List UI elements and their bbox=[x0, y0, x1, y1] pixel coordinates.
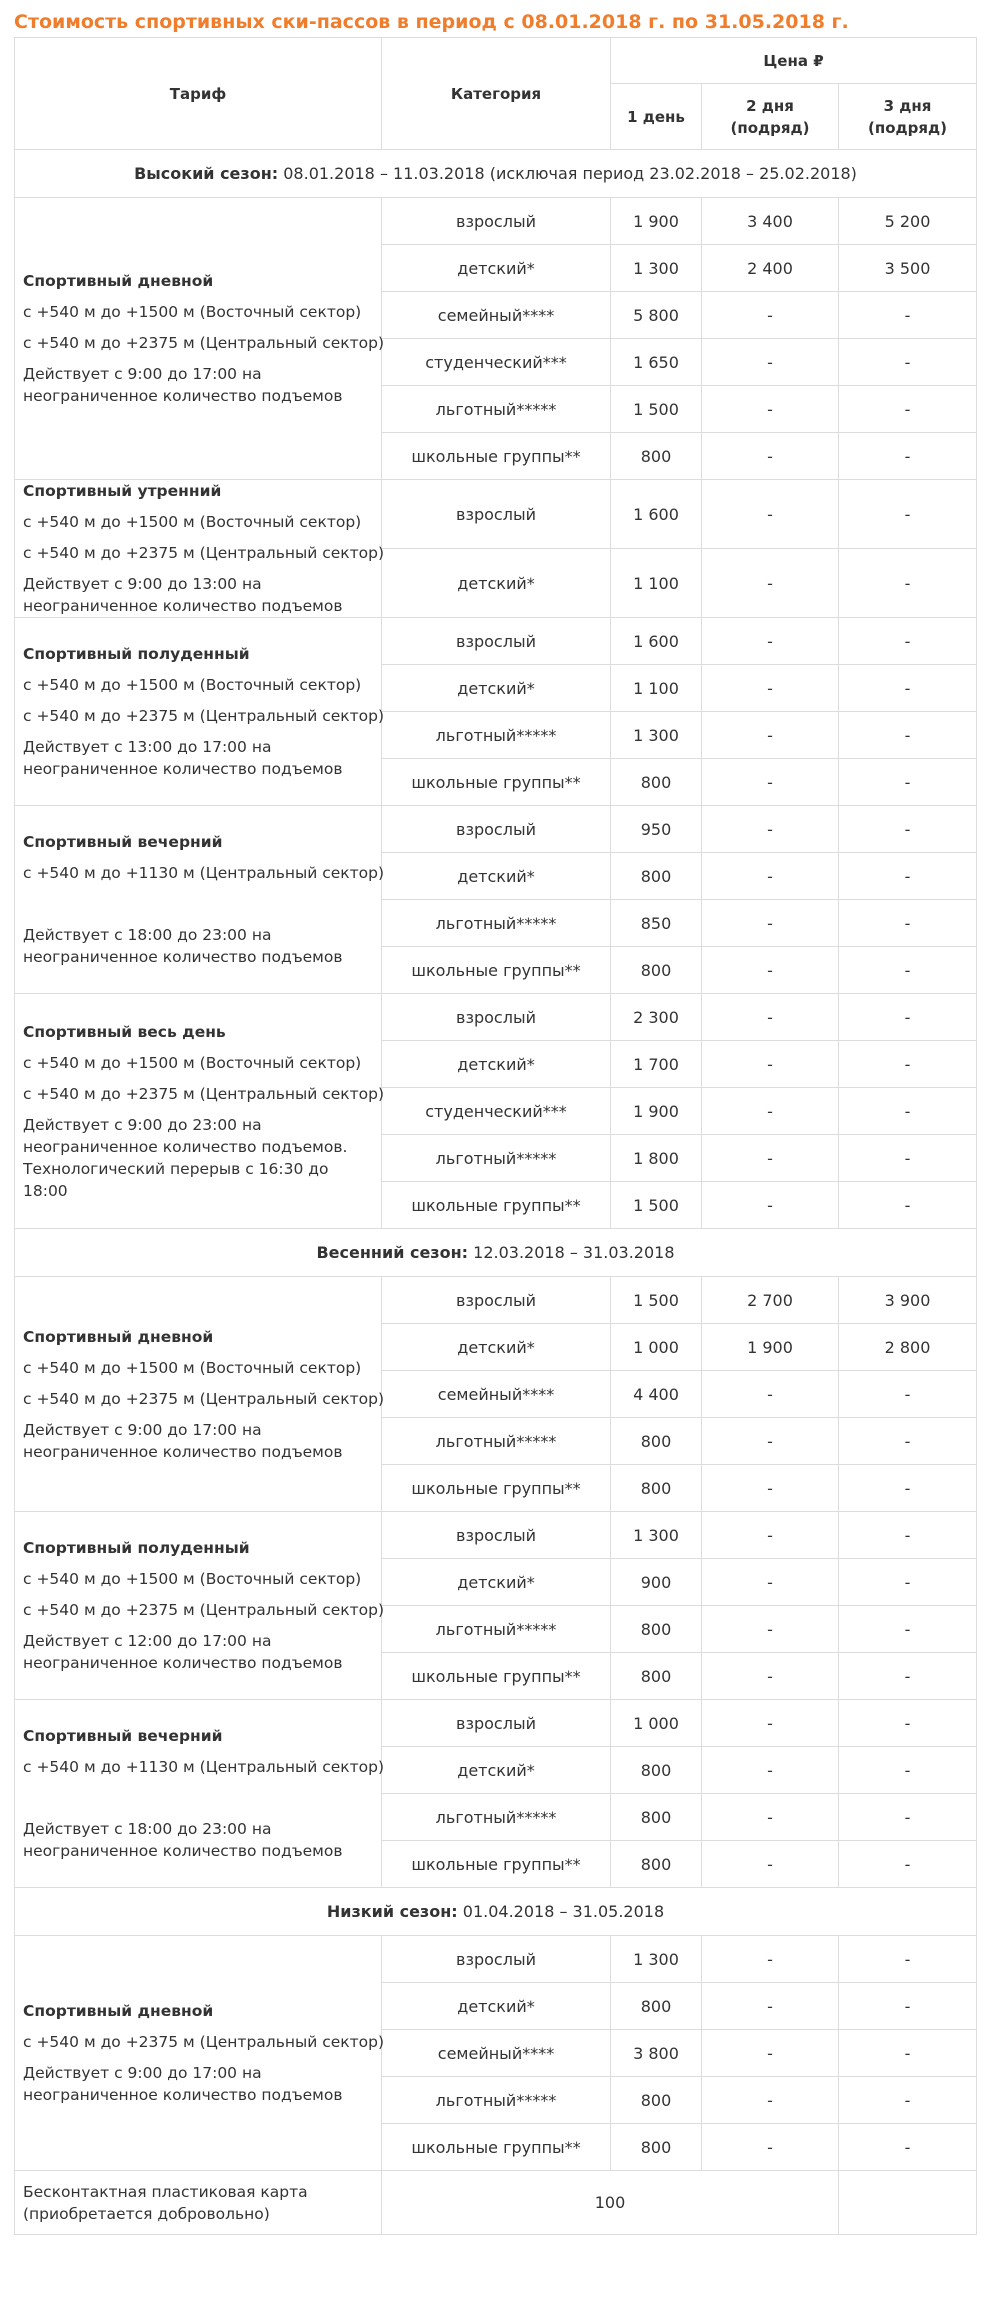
price-3days: - bbox=[839, 433, 977, 480]
price-2days: - bbox=[702, 1653, 839, 1700]
category-cell: детский* bbox=[382, 1041, 611, 1088]
tariff-cell bbox=[15, 994, 385, 1229]
price-3days: - bbox=[839, 1841, 977, 1888]
tariff-zone: с +540 м до +2375 м (Центральный сектор) bbox=[23, 334, 385, 352]
tariff-cell bbox=[15, 1277, 385, 1512]
category-cell: детский* bbox=[382, 1983, 611, 2030]
table-row bbox=[15, 1277, 977, 1324]
price-2days: 1 900 bbox=[702, 1324, 839, 1371]
header-day3: 3 дня (подряд) bbox=[839, 84, 977, 150]
category-cell: взрослый bbox=[382, 618, 611, 665]
tariff-description: Действует с 9:00 до 13:00 на неограниченное количество подъемов bbox=[23, 575, 343, 615]
table-header bbox=[15, 38, 977, 150]
category-cell: льготный***** bbox=[382, 712, 611, 759]
price-1day: 1 300 bbox=[611, 1512, 702, 1559]
category-cell: льготный***** bbox=[382, 1135, 611, 1182]
category-cell: детский* bbox=[382, 853, 611, 900]
category-cell: детский* bbox=[382, 1324, 611, 1371]
price-3days: - bbox=[839, 1135, 977, 1182]
price-3days: 3 900 bbox=[839, 1277, 977, 1324]
card-label: Бесконтактная пластиковая карта (приобретается добровольно) bbox=[15, 2171, 382, 2235]
price-1day: 800 bbox=[611, 1465, 702, 1512]
card-empty-cell bbox=[839, 2171, 977, 2235]
tariff-description: Действует с 18:00 до 23:00 на неограниченное количество подъемов bbox=[23, 1820, 343, 1860]
price-3days: - bbox=[839, 1182, 977, 1229]
price-1day: 800 bbox=[611, 1841, 702, 1888]
card-price: 100 bbox=[382, 2171, 839, 2235]
category-cell: школьные группы** bbox=[382, 947, 611, 994]
price-3days: 3 500 bbox=[839, 245, 977, 292]
price-1day: 800 bbox=[611, 759, 702, 806]
price-1day: 5 800 bbox=[611, 292, 702, 339]
category-cell: студенческий*** bbox=[382, 1088, 611, 1135]
category-cell: детский* bbox=[382, 1747, 611, 1794]
price-1day: 1 300 bbox=[611, 712, 702, 759]
table-row bbox=[15, 1512, 977, 1559]
category-cell: взрослый bbox=[382, 1512, 611, 1559]
category-cell: детский* bbox=[382, 549, 611, 618]
tariff-name: Спортивный весь день bbox=[23, 1022, 226, 1041]
tariff-description: Действует с 9:00 до 17:00 на неограниченное количество подъемов bbox=[23, 2064, 343, 2104]
price-3days: - bbox=[839, 618, 977, 665]
price-3days: - bbox=[839, 1983, 977, 2030]
price-2days: - bbox=[702, 1135, 839, 1182]
price-2days: - bbox=[702, 1371, 839, 1418]
season-name: Высокий сезон: bbox=[134, 164, 279, 183]
price-1day: 1 600 bbox=[611, 480, 702, 549]
category-cell: взрослый bbox=[382, 994, 611, 1041]
price-table bbox=[14, 37, 977, 2235]
price-2days: - bbox=[702, 386, 839, 433]
price-2days: - bbox=[702, 712, 839, 759]
header-day2: 2 дня (подряд) bbox=[702, 84, 839, 150]
price-1day: 1 000 bbox=[611, 1324, 702, 1371]
price-1day: 1 500 bbox=[611, 1277, 702, 1324]
price-1day: 800 bbox=[611, 1794, 702, 1841]
category-cell: школьные группы** bbox=[382, 1653, 611, 1700]
tariff-zone: с +540 м до +1500 м (Восточный сектор) bbox=[23, 1570, 362, 1588]
price-2days: - bbox=[702, 1418, 839, 1465]
price-2days: - bbox=[702, 1512, 839, 1559]
tariff-zone: с +540 м до +2375 м (Центральный сектор) bbox=[23, 1084, 385, 1103]
price-3days: - bbox=[839, 1465, 977, 1512]
price-3days: - bbox=[839, 2077, 977, 2124]
price-3days: - bbox=[839, 1088, 977, 1135]
price-3days: - bbox=[839, 1653, 977, 1700]
price-1day: 1 300 bbox=[611, 1936, 702, 1983]
price-1day: 1 300 bbox=[611, 245, 702, 292]
price-1day: 2 300 bbox=[611, 994, 702, 1041]
tariff-zone: с +540 м до +1500 м (Восточный сектор) bbox=[23, 1358, 362, 1377]
table-row bbox=[15, 198, 977, 245]
price-2days: - bbox=[702, 1983, 839, 2030]
price-1day: 800 bbox=[611, 2124, 702, 2171]
price-2days: 2 700 bbox=[702, 1277, 839, 1324]
price-2days: - bbox=[702, 1841, 839, 1888]
tariff-description: Действует с 9:00 до 17:00 на неограниченное количество подъемов bbox=[23, 1420, 343, 1461]
price-2days: - bbox=[702, 2077, 839, 2124]
price-2days: - bbox=[702, 433, 839, 480]
price-3days: - bbox=[839, 339, 977, 386]
price-2days: - bbox=[702, 853, 839, 900]
tariff-zone: с +540 м до +2375 м (Центральный сектор) bbox=[23, 544, 385, 562]
category-cell: льготный***** bbox=[382, 900, 611, 947]
price-1day: 800 bbox=[611, 1418, 702, 1465]
tariff-name: Спортивный полуденный bbox=[23, 1539, 250, 1557]
category-cell: взрослый bbox=[382, 1936, 611, 1983]
category-cell: семейный**** bbox=[382, 292, 611, 339]
category-cell: школьные группы** bbox=[382, 1182, 611, 1229]
price-2days: - bbox=[702, 900, 839, 947]
season-period: 08.01.2018 – 11.03.2018 (исключая период 23.02.2018 – 25.02.2018) bbox=[278, 164, 857, 183]
price-2days: - bbox=[702, 480, 839, 549]
category-cell: льготный***** bbox=[382, 1606, 611, 1653]
tariff-zone: с +540 м до +2375 м (Центральный сектор) bbox=[23, 1601, 385, 1619]
price-2days: - bbox=[702, 1936, 839, 1983]
category-cell: льготный***** bbox=[382, 386, 611, 433]
season-header bbox=[15, 1229, 977, 1277]
season-header bbox=[15, 1888, 977, 1936]
price-3days: 5 200 bbox=[839, 198, 977, 245]
tariff-cell bbox=[15, 1512, 385, 1700]
price-1day: 1 000 bbox=[611, 1700, 702, 1747]
season-row bbox=[15, 150, 977, 198]
table-row bbox=[15, 618, 977, 665]
tariff-description: Действует с 12:00 до 17:00 на неограниченное количество подъемов bbox=[23, 1632, 343, 1672]
price-1day: 1 100 bbox=[611, 549, 702, 618]
tariff-zone: с +540 м до +1500 м (Восточный сектор) bbox=[23, 513, 362, 531]
tariff-name: Спортивный дневной bbox=[23, 1327, 214, 1346]
price-2days: - bbox=[702, 1559, 839, 1606]
header-day1: 1 день bbox=[611, 84, 702, 150]
price-2days: - bbox=[702, 339, 839, 386]
tariff-zone: с +540 м до +1130 м (Центральный сектор) bbox=[23, 864, 385, 882]
season-row bbox=[15, 1888, 977, 1936]
price-3days: - bbox=[839, 1794, 977, 1841]
price-3days: - bbox=[839, 806, 977, 853]
category-cell: льготный***** bbox=[382, 1794, 611, 1841]
tariff-description: Действует с 18:00 до 23:00 на неограниченное количество подъемов bbox=[23, 926, 343, 966]
tariff-zone bbox=[23, 893, 373, 915]
price-1day: 800 bbox=[611, 853, 702, 900]
tariff-description: Действует с 9:00 до 17:00 на неограниченное количество подъемов bbox=[23, 365, 343, 405]
price-2days: 3 400 bbox=[702, 198, 839, 245]
price-1day: 1 650 bbox=[611, 339, 702, 386]
price-3days: - bbox=[839, 1371, 977, 1418]
price-1day: 4 400 bbox=[611, 1371, 702, 1418]
category-cell: детский* bbox=[382, 245, 611, 292]
price-1day: 800 bbox=[611, 2077, 702, 2124]
tariff-description: Действует с 9:00 до 23:00 на неограниченное количество подъемов. Технологический перерыв с 16:30 до 18:00 bbox=[23, 1115, 348, 1200]
category-cell: семейный**** bbox=[382, 1371, 611, 1418]
price-3days: - bbox=[839, 1512, 977, 1559]
price-2days: - bbox=[702, 549, 839, 618]
price-2days: 2 400 bbox=[702, 245, 839, 292]
category-cell: школьные группы** bbox=[382, 759, 611, 806]
tariff-name: Спортивный дневной bbox=[23, 272, 214, 290]
price-1day: 900 bbox=[611, 1559, 702, 1606]
category-cell: школьные группы** bbox=[382, 1465, 611, 1512]
tariff-name: Спортивный полуденный bbox=[23, 645, 250, 663]
tariff-cell bbox=[15, 1936, 385, 2171]
season-name: Весенний сезон: bbox=[316, 1243, 469, 1262]
price-2days: - bbox=[702, 292, 839, 339]
price-2days: - bbox=[702, 1700, 839, 1747]
table-row bbox=[15, 806, 977, 853]
category-cell: льготный***** bbox=[382, 1418, 611, 1465]
price-3days: - bbox=[839, 947, 977, 994]
price-3days: - bbox=[839, 1747, 977, 1794]
price-1day: 1 800 bbox=[611, 1135, 702, 1182]
price-3days: 2 800 bbox=[839, 1324, 977, 1371]
category-cell: взрослый bbox=[382, 806, 611, 853]
price-1day: 800 bbox=[611, 1606, 702, 1653]
category-cell: льготный***** bbox=[382, 2077, 611, 2124]
price-1day: 1 600 bbox=[611, 618, 702, 665]
price-2days: - bbox=[702, 947, 839, 994]
price-2days: - bbox=[702, 759, 839, 806]
price-3days: - bbox=[839, 1936, 977, 1983]
category-cell: семейный**** bbox=[382, 2030, 611, 2077]
tariff-zone: с +540 м до +1500 м (Восточный сектор) bbox=[23, 676, 362, 694]
season-period: 01.04.2018 – 31.05.2018 bbox=[457, 1902, 665, 1921]
price-1day: 800 bbox=[611, 947, 702, 994]
price-2days: - bbox=[702, 994, 839, 1041]
price-3days: - bbox=[839, 900, 977, 947]
category-cell: школьные группы** bbox=[382, 2124, 611, 2171]
price-3days: - bbox=[839, 480, 977, 549]
price-2days: - bbox=[702, 2124, 839, 2171]
price-3days: - bbox=[839, 759, 977, 806]
price-1day: 800 bbox=[611, 1653, 702, 1700]
tariff-description: Действует с 13:00 до 17:00 на неограниченное количество подъемов bbox=[23, 738, 343, 778]
category-cell: взрослый bbox=[382, 198, 611, 245]
price-3days: - bbox=[839, 1418, 977, 1465]
price-3days: - bbox=[839, 665, 977, 712]
tariff-name: Спортивный вечерний bbox=[23, 1727, 223, 1745]
price-2days: - bbox=[702, 665, 839, 712]
category-cell: школьные группы** bbox=[382, 433, 611, 480]
price-1day: 800 bbox=[611, 1983, 702, 2030]
header-tariff: Тариф bbox=[15, 38, 382, 150]
price-1day: 1 900 bbox=[611, 1088, 702, 1135]
price-2days: - bbox=[702, 806, 839, 853]
price-2days: - bbox=[702, 2030, 839, 2077]
tariff-zone bbox=[23, 1787, 373, 1809]
tariff-name: Спортивный дневной bbox=[23, 2002, 214, 2020]
price-2days: - bbox=[702, 618, 839, 665]
table-row bbox=[15, 1700, 977, 1747]
price-3days: - bbox=[839, 549, 977, 618]
price-3days: - bbox=[839, 386, 977, 433]
price-1day: 850 bbox=[611, 900, 702, 947]
price-1day: 800 bbox=[611, 1747, 702, 1794]
price-3days: - bbox=[839, 994, 977, 1041]
price-3days: - bbox=[839, 853, 977, 900]
season-row bbox=[15, 1229, 977, 1277]
price-3days: - bbox=[839, 2124, 977, 2171]
price-1day: 3 800 bbox=[611, 2030, 702, 2077]
season-period: 12.03.2018 – 31.03.2018 bbox=[468, 1243, 675, 1262]
price-3days: - bbox=[839, 2030, 977, 2077]
card-row bbox=[15, 2171, 977, 2235]
price-1day: 1 500 bbox=[611, 1182, 702, 1229]
tariff-zone: с +540 м до +2375 м (Центральный сектор) bbox=[23, 707, 385, 725]
price-3days: - bbox=[839, 712, 977, 759]
table-row bbox=[15, 480, 977, 549]
category-cell: взрослый bbox=[382, 1700, 611, 1747]
category-cell: детский* bbox=[382, 1559, 611, 1606]
category-cell: детский* bbox=[382, 665, 611, 712]
tariff-zone: с +540 м до +1130 м (Центральный сектор) bbox=[23, 1758, 385, 1776]
tariff-name: Спортивный вечерний bbox=[23, 833, 223, 851]
tariff-zone: с +540 м до +1500 м (Восточный сектор) bbox=[23, 303, 362, 321]
tariff-zone: с +540 м до +2375 м (Центральный сектор) bbox=[23, 1389, 385, 1408]
category-cell: студенческий*** bbox=[382, 339, 611, 386]
price-1day: 950 bbox=[611, 806, 702, 853]
tariff-name: Спортивный утренний bbox=[23, 482, 222, 500]
price-2days: - bbox=[702, 1041, 839, 1088]
price-1day: 1 100 bbox=[611, 665, 702, 712]
tariff-cell bbox=[15, 618, 385, 806]
season-name: Низкий сезон: bbox=[326, 1902, 458, 1921]
price-3days: - bbox=[839, 1041, 977, 1088]
price-3days: - bbox=[839, 1606, 977, 1653]
tariff-cell bbox=[15, 480, 385, 618]
header-category: Категория bbox=[382, 38, 611, 150]
category-cell: школьные группы** bbox=[382, 1841, 611, 1888]
price-2days: - bbox=[702, 1794, 839, 1841]
tariff-zone: с +540 м до +1500 м (Восточный сектор) bbox=[23, 1053, 362, 1072]
price-3days: - bbox=[839, 292, 977, 339]
price-2days: - bbox=[702, 1182, 839, 1229]
season-header bbox=[15, 150, 977, 198]
table-row bbox=[15, 1936, 977, 1983]
price-2days: - bbox=[702, 1606, 839, 1653]
tariff-cell bbox=[15, 806, 385, 994]
price-1day: 1 500 bbox=[611, 386, 702, 433]
price-1day: 1 900 bbox=[611, 198, 702, 245]
header-price: Цена ₽ bbox=[611, 38, 977, 84]
price-2days: - bbox=[702, 1088, 839, 1135]
price-1day: 800 bbox=[611, 433, 702, 480]
category-cell: взрослый bbox=[382, 480, 611, 549]
table-body bbox=[15, 150, 977, 2235]
tariff-zone: с +540 м до +2375 м (Центральный сектор) bbox=[23, 2033, 385, 2051]
tariff-cell bbox=[15, 1700, 385, 1888]
table-row bbox=[15, 994, 977, 1041]
price-3days: - bbox=[839, 1559, 977, 1606]
category-cell: взрослый bbox=[382, 1277, 611, 1324]
price-2days: - bbox=[702, 1747, 839, 1794]
tariff-cell bbox=[15, 198, 385, 480]
price-3days: - bbox=[839, 1700, 977, 1747]
page-title: Стоимость спортивных ски-пассов в период с 08.01.2018 г. по 31.05.2018 г. bbox=[14, 11, 849, 33]
price-2days: - bbox=[702, 1465, 839, 1512]
price-1day: 1 700 bbox=[611, 1041, 702, 1088]
